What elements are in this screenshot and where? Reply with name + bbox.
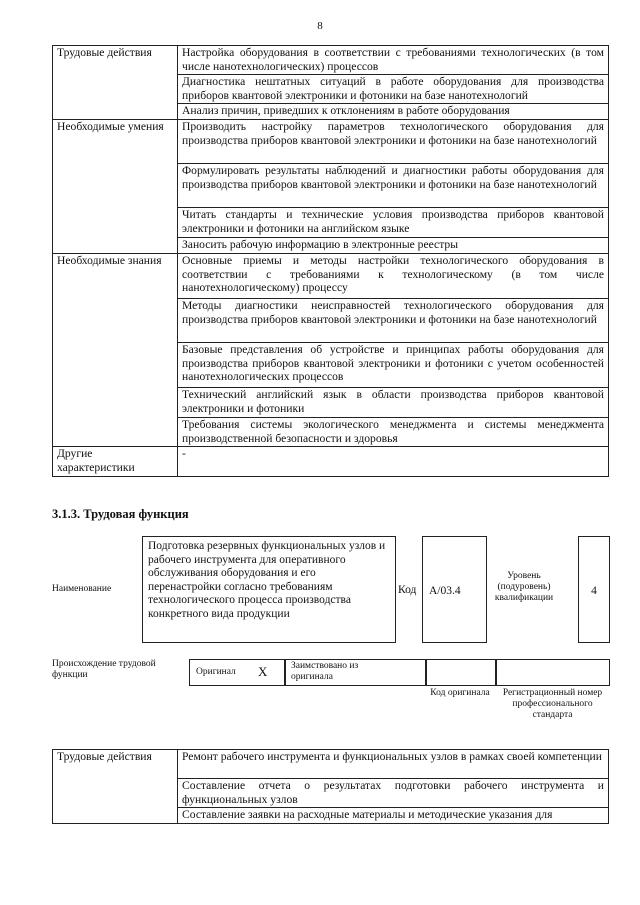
original-box [189,659,286,686]
name-value-box [142,536,396,643]
name-label: Наименование [52,584,112,594]
table-cell: Формулировать результаты наблюдений и диагностики работы оборудования для производства приборов квантовой электроники и фотоники на базе нанотехнологий [178,164,609,208]
table-cell: Анализ причин, приведших к отклонениям в работе оборудования [178,104,609,120]
table-cell: Заносить рабочую информацию в электронные реестры [178,238,609,254]
table-cell: Настройка оборудования в соответствии с требованиями технологических (в том числе нанотехнологических) процессов [178,46,609,75]
borrowed-label: Заимствовано из оригинала [291,661,359,682]
table-cell: - [178,447,609,477]
original-label: Оригинал [196,667,236,677]
page-number: 8 [317,20,323,32]
table-cell: Читать стандарты и технические условия производства приборов квантовой электроники и фотоники на английском языке [178,208,609,238]
row-label-labor-actions: Трудовые действия [53,750,178,824]
row-label-required-knowledge: Необходимые знания [53,254,178,447]
level-value-box [578,536,610,643]
table-cell: Составление заявки на расходные материалы и методические указания для [178,808,609,824]
table-cell: Базовые представления об устройстве и принципах работы оборудования для производства приборов квантовой электроники и фотоники с учетом особенностей нанотехнологических процессов [178,343,609,388]
table-cell: Ремонт рабочего инструмента и функциональных узлов в рамках своей компетенции [178,750,609,779]
function-name: Подготовка резервных функциональных узлов и рабочего инструмента для оперативного обслуживания оборудования и его перенастройки согласно требованиям технологического процесса производства конкретного вида продукции [148,540,386,620]
code-value: A/03.4 [429,585,461,597]
code-caption: Код оригинала [430,688,490,698]
level-value: 4 [591,585,597,597]
origin-label: Происхождение трудовой функции [52,659,156,680]
original-code-box [425,659,497,686]
table-cell: Технический английский язык в области производства приборов квантовой электроники и фотоники [178,388,609,418]
code-label: Код [398,584,417,596]
row-label-labor-actions: Трудовые действия [53,46,178,120]
registration-caption: Регистрационный номер профессионального стандарта [502,688,603,720]
original-mark: X [258,664,268,679]
borrowed-box [284,659,427,686]
row-label-required-skills: Необходимые умения [53,120,178,254]
table-cell: Составление отчета о результатах подготовки рабочего инструмента и функциональных узлов [178,779,609,808]
labor-actions-table [52,749,609,824]
table-cell: Требования системы экологического менеджмента и системы менеджмента производственной безопасности и здоровья [178,418,609,447]
table-cell: Методы диагностики неисправностей технологического оборудования для производства приборов квантовой электроники и фотоники на базе нанотехнологий [178,299,609,343]
table-cell: Диагностика нештатных ситуаций в работе оборудования для производства приборов квантовой электроники и фотоники на базе нанотехнологий [178,75,609,104]
code-value-box [422,536,487,643]
registration-number-box [495,659,610,686]
level-label: Уровень (подуровень) квалификации [494,571,554,603]
table-cell: Производить настройку параметров технологического оборудования для производства приборов квантовой электроники и фотоники на базе нанотехнологий [178,120,609,164]
section-title: 3.1.3. Трудовая функция [52,507,189,521]
labor-function-table [52,45,609,477]
row-label-other-characteristics: Другие характеристики [53,447,178,477]
table-cell: Основные приемы и методы настройки технологического оборудования в соответствии с требованиями к технологическому (в том числе нанотехнологическому) процессу [178,254,609,299]
